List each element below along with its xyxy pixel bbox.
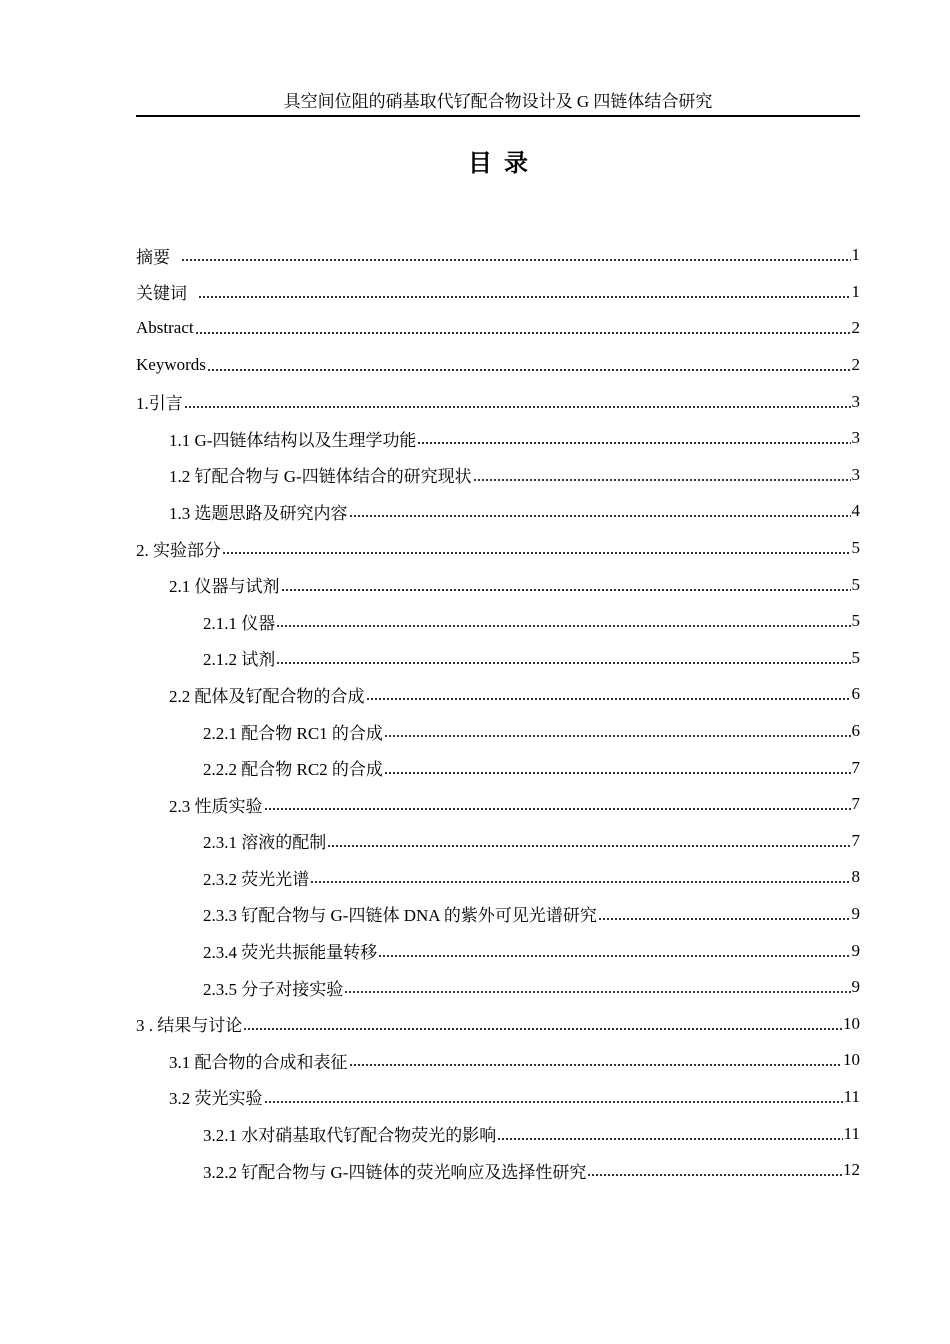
toc-entry[interactable] [136,749,860,786]
toc-leader-dots [281,576,851,594]
toc-entry-label: 2.3.2 荧光光谱 [203,869,310,889]
toc-entry[interactable] [136,1042,860,1079]
toc-entry-page-number: 5 [851,574,860,594]
toc-entry-page-number: 6 [851,684,860,704]
toc-entry[interactable] [136,932,860,969]
toc-leader-dots [349,1051,843,1069]
toc-entry-page-number: 5 [851,538,860,558]
toc-entry[interactable] [136,859,860,896]
toc-entry-page-number: 1 [851,245,860,265]
toc-title: 目 录 [468,151,528,177]
toc-entry-page-number: 7 [851,757,860,777]
toc-entry-label: 2.1 仪器与试剂 [169,577,280,597]
toc-entry-label: 3.2.1 水对硝基取代钌配合物荧光的影响 [203,1126,497,1146]
toc-leader-dots [587,1161,842,1179]
toc-entry-label: 1.3 选题思路及研究内容 [169,503,348,523]
toc-entry-label: 3.2 荧光实验 [169,1089,263,1109]
toc-entry-label: 1.2 钌配合物与 G-四链体结合的研究现状 [169,467,472,487]
toc-leader-dots [310,868,850,886]
toc-entry[interactable] [136,347,860,384]
toc-entry-page-number: 10 [843,1013,860,1033]
toc-entry[interactable] [136,786,860,823]
toc-entry-page-number: 9 [851,977,860,997]
toc-entry-page-number: 7 [851,794,860,814]
toc-entry-page-number: 12 [843,1160,860,1180]
toc-entry-label: Keywords [136,355,206,375]
toc-entry[interactable] [136,1005,860,1042]
toc-entry-label: 2.3 性质实验 [169,796,263,816]
toc-entry-page-number: 5 [851,611,860,631]
toc-entry-page-number: 3 [851,464,860,484]
toc-entry-page-number: 8 [851,867,860,887]
toc-entry-label: 2.1.1 仪器 [203,613,276,633]
toc-entry-label: 3.1 配合物的合成和表征 [169,1052,348,1072]
toc-entry-label: 摘要 [136,247,170,267]
toc-leader-dots [222,539,851,557]
toc-entry-page-number: 5 [851,647,860,667]
toc-leader-dots [198,283,851,301]
toc-leader-dots [327,832,850,850]
header-rule [136,115,860,117]
toc-entry[interactable] [136,1079,860,1116]
toc-entry[interactable] [136,603,860,640]
toc-entry-page-number: 9 [851,903,860,923]
toc-leader-dots [181,246,851,264]
toc-leader-dots [378,942,850,960]
toc-leader-dots [366,685,851,703]
toc-entry-label: 2.1.2 试剂 [203,650,276,670]
toc-entry[interactable] [136,237,860,274]
toc-leader-dots [276,649,850,667]
toc-leader-dots [497,1125,842,1143]
toc-entry-page-number: 2 [851,355,860,375]
toc-entry[interactable] [136,1115,860,1152]
toc-entry[interactable] [136,823,860,860]
toc-entry-label: 2.2.2 配合物 RC2 的合成 [203,760,383,780]
toc-entry[interactable] [136,274,860,311]
toc-leader-dots [417,429,850,447]
toc-entry-page-number: 4 [851,501,860,521]
running-header: 具空间位阻的硝基取代钌配合物设计及 G 四链体结合研究 [283,92,713,111]
toc-leader-dots [195,319,851,337]
toc-entry-label: 2.3.3 钌配合物与 G-四链体 DNA 的紫外可见光谱研究 [203,906,597,926]
toc-entry-label: 3.2.2 钌配合物与 G-四链体的荧光响应及选择性研究 [203,1162,587,1182]
toc-entry[interactable] [136,383,860,420]
toc-entry-label: 2.2 配体及钌配合物的合成 [169,686,365,706]
toc-leader-dots [276,612,850,630]
toc-leader-dots [184,393,851,411]
toc-entry-label: 2.3.5 分子对接实验 [203,979,344,999]
toc-entry[interactable] [136,676,860,713]
toc-entry[interactable] [136,493,860,530]
table-of-contents [136,237,860,1188]
toc-entry-label: 2.2.1 配合物 RC1 的合成 [203,723,383,743]
toc-entry-label: 1.1 G-四链体结构以及生理学功能 [169,430,417,450]
toc-entry-page-number: 7 [851,830,860,850]
toc-entry[interactable] [136,1152,860,1189]
toc-leader-dots [264,795,851,813]
toc-entry-page-number: 11 [843,1123,860,1143]
toc-entry-page-number: 3 [851,391,860,411]
toc-leader-dots [349,502,851,520]
toc-entry[interactable] [136,969,860,1006]
toc-leader-dots [384,722,851,740]
toc-entry-label: 3 . 结果与讨论 [136,1016,243,1036]
toc-entry[interactable] [136,566,860,603]
toc-entry[interactable] [136,530,860,567]
toc-leader-dots [473,466,851,484]
toc-entry-label: 2.3.4 荧光共振能量转移 [203,943,378,963]
toc-entry-label: Abstract [136,318,194,338]
toc-entry[interactable] [136,713,860,750]
toc-entry-label: 2.3.1 溶液的配制 [203,833,327,853]
toc-entry-page-number: 3 [851,428,860,448]
toc-entry-page-number: 6 [851,721,860,741]
toc-entry[interactable] [136,896,860,933]
toc-entry-page-number: 10 [843,1050,860,1070]
toc-entry-page-number: 9 [851,940,860,960]
toc-entry[interactable] [136,457,860,494]
toc-entry-page-number: 2 [851,318,860,338]
toc-entry-page-number: 11 [843,1086,860,1106]
toc-leader-dots [344,978,850,996]
toc-leader-dots [207,356,851,374]
toc-entry-label: 2. 实验部分 [136,540,221,560]
toc-leader-dots [264,1088,843,1106]
toc-leader-dots [243,1015,842,1033]
toc-leader-dots [598,905,851,923]
toc-entry[interactable] [136,310,860,347]
toc-entry[interactable] [136,420,860,457]
toc-entry-label: 1.引言 [136,394,183,414]
toc-entry-label: 关键词 [136,284,187,304]
toc-entry[interactable] [136,640,860,677]
toc-entry-page-number: 1 [851,281,860,301]
toc-leader-dots [384,759,851,777]
